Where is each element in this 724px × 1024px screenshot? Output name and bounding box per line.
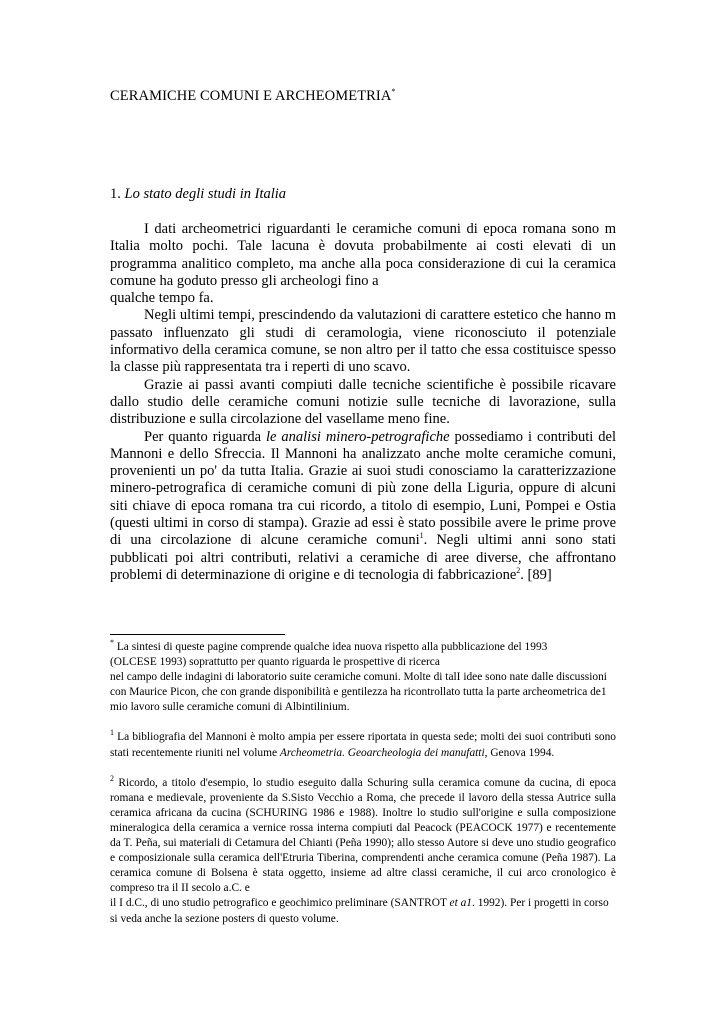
- footnote-star-line-3: nel campo delle indagini di laboratorio suite ceramiche comuni. Molte di talI idee sono nate dalle discussioni con Maurice Picon, che con grande disponibilità e gentilezza ha ricontrollato tutta la parte archeometrica de1 mio lavoro sulle ceramiche comuni di Albintilinium.: [110, 671, 607, 714]
- document-title: CERAMICHE COMUNI E ARCHEOMETRIA*: [110, 87, 396, 104]
- paragraph-1-end: qualche tempo fa.: [110, 290, 214, 307]
- paragraph-1: I dati archeometrici riguardanti le ceramiche comuni di epoca romana sono m Italia molto pochi. Tale lacuna è dovuta probabilmente ai costi elevati di un programma analitico completo, ma anche alla poca considerazione di cui la ceramica comune ha goduto presso gli archeologi fino a: [110, 221, 616, 289]
- title-footnote-marker[interactable]: *: [391, 87, 396, 97]
- body-text: [110, 221, 616, 584]
- footnote-ref-2[interactable]: 2: [516, 566, 521, 576]
- footnote-separator: [110, 634, 285, 635]
- footnote-ref-1[interactable]: 1: [419, 531, 424, 541]
- paragraph-4: Per quanto riguarda le analisi minero-petrografiche possediamo i contributi del Mannoni e dello Sfreccia. Il Mannoni ha analizzato anche molte ceramiche comuni, provenienti un po' da tutta Italia. Grazie ai suoi studi conosciamo la caratterizzazione minero-petrografica di ceramiche comuni di più zone della Liguria, oppure di alcuni siti chiave di epoca romana tra cui ricordo, a titolo di esempio, Luni, Pompei e Ostia (questi ultimi in corso di stampa). Grazie ad essi è stato possibile avere le prime prove di una circolazione di alcune ceramiche comuni$^1$. Negli ultimi anni sono stati pubblicati poi altri contributi, relativi a ceramiche di aree diverse, che affrontano problemi di determinazione di origine e di tecnologia di fabbricazione$^2$. [89]: [110, 428, 616, 583]
- footnote-2-line-2: il I d.C., di uno studio petrografico e geochimico preliminare (SANTROT et a1. 1992). Per i progetti in corso si veda anche la sezione posters di questo volume.: [110, 897, 609, 925]
- footnote-1: $^1$ La bibliografia del Mannoni è molto ampia per essere riportata in questa sede; molti dei suoi contributi sono stati recentemente riuniti nel volume Archeometria. Geoarcheologia dei manufatti, Genova 1994.: [110, 728, 616, 759]
- section-heading: 1. Lo stato degli studi in Italia: [110, 186, 287, 202]
- footnote-star-line-2: (OLCESE 1993) soprattutto per quanto riguarda le prospettive di ricerca: [110, 656, 440, 669]
- paragraph-3: Grazie ai passi avanti compiuti dalle tecniche scientifiche è possibile ricavare dallo studio delle ceramiche comuni notizie sulle tecniche di lavorazione, sulla distribuzione e sulla circolazione del vasellame meno fine.: [110, 376, 616, 428]
- paragraph-2: Negli ultimi tempi, prescindendo da valutazioni di carattere estetico che hanno m passato influenzato gli studi di ceramologia, viene riconosciuto il potenziale informativo della ceramica comune, se non altro per il tatto che essa costituisce spesso la classe più rappresentata tra i reperti di uno scavo.: [110, 307, 616, 376]
- footnotes: [110, 640, 616, 927]
- footnote-star: * La sintesi di queste pagine comprende qualche idea nuova rispetto alla pubblicazione del 1993: [110, 638, 548, 653]
- footnote-2: $^2$ Ricordo, a titolo d'esempio, lo studio eseguito dalla Schuring sulla ceramica comune da cucina, di epoca romana e medievale, proveniente da S.Sisto Vecchio a Roma, che precede il lavoro della stessa Autrice sulla ceramica africana da cucina (SCHURING 1986 e 1988). Inoltre lo studio sull'origine e sulla composizione mineralogica della ceramica a vernice rossa interna compiuti dal Peacock (PEACOCK 1977) e recentemente da T. Peña, sui materiali di Cetamura del Chianti (Peña 1990); allo stesso Autore si deve uno studio geografico e composizionale sulla ceramica dell'Etruria Tiberina, comprendenti anche ceramica comune (Peña 1987). La ceramica comune di Bolsena è stata oggetto, insieme ad altre classi ceramiche, il cui arco cronologico è compreso tra il II secolo a.C. e: [110, 773, 616, 895]
